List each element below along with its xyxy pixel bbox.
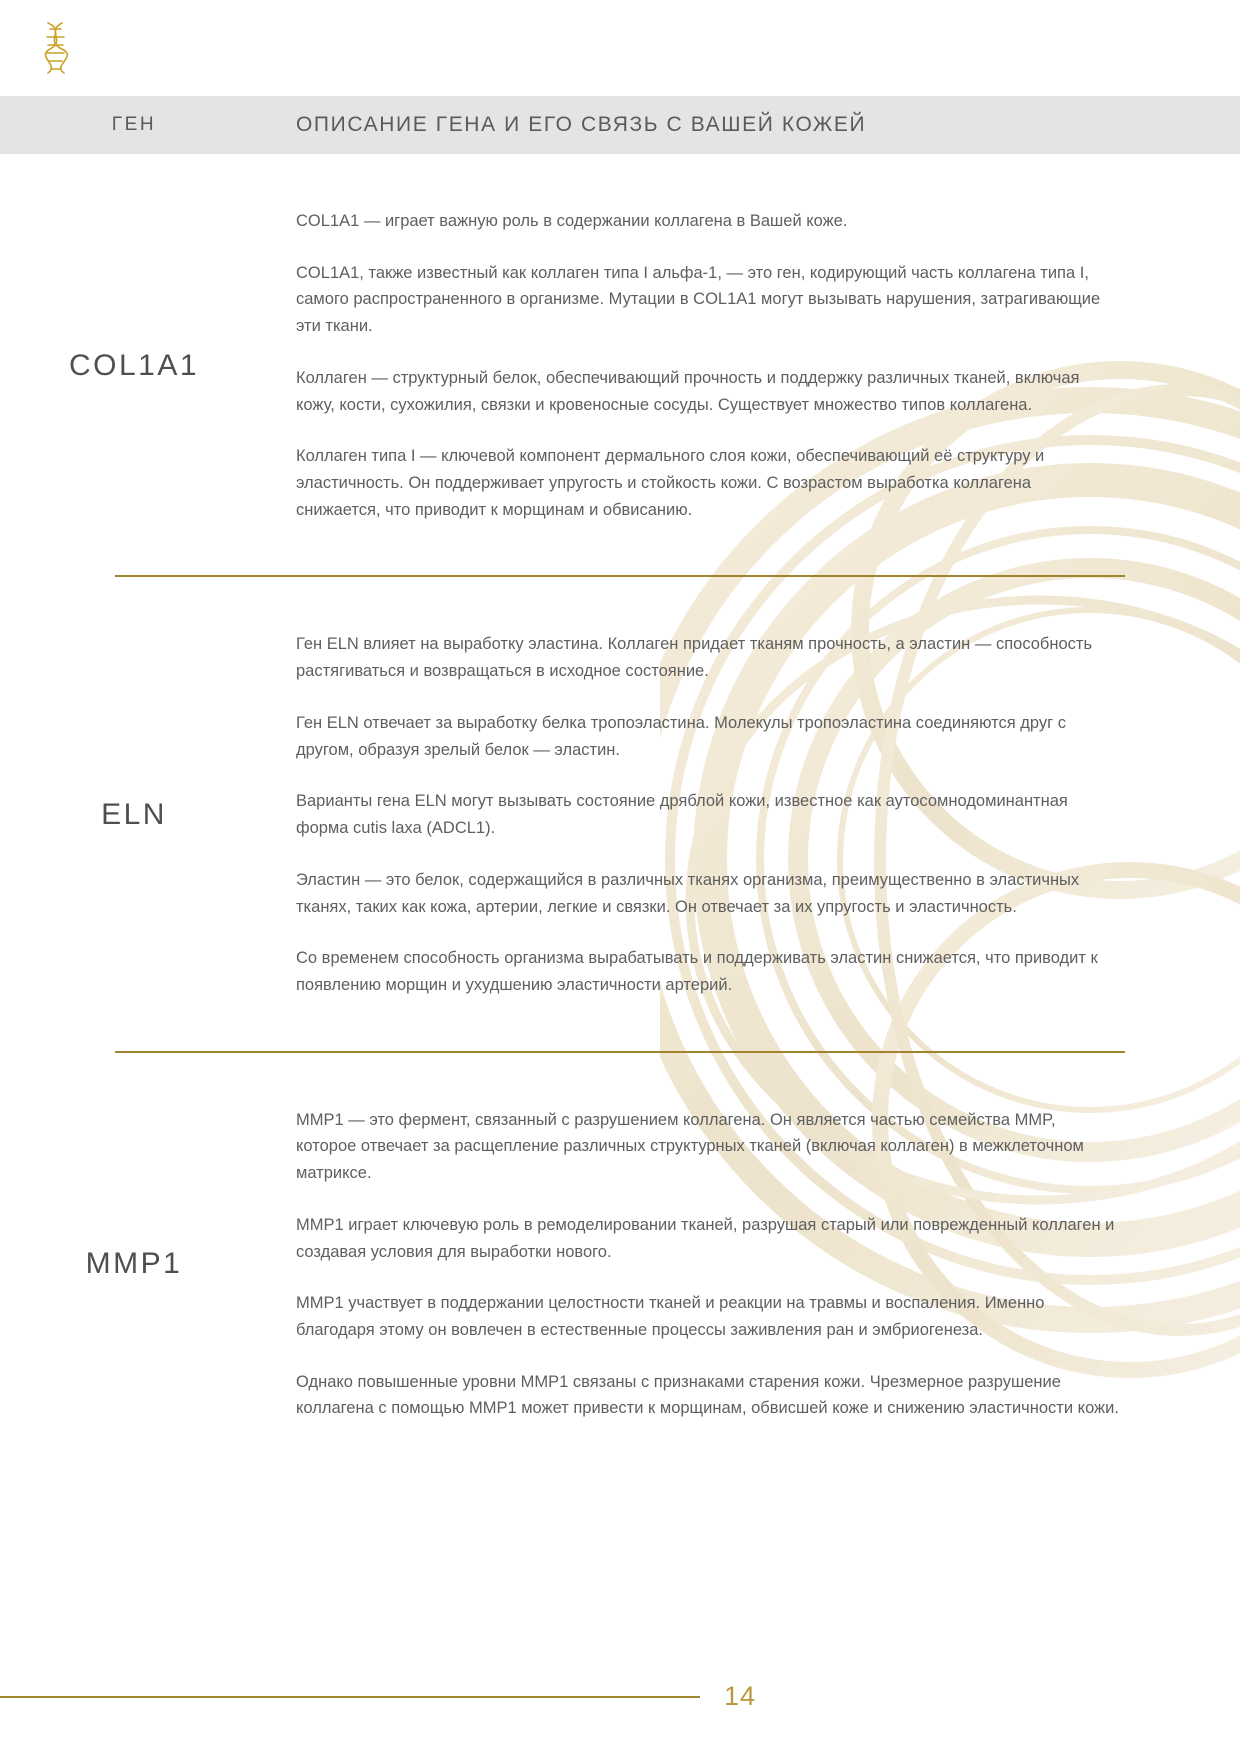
gene-paragraph: Коллаген — структурный белок, обеспечивающий прочность и поддержку различных тканей, включая кожу, кости, сухожилия, связки и кровеносные сосуды. Существует множество типов коллагена.	[296, 368, 1080, 414]
gene-paragraph: COL1A1, также известный как коллаген типа I альфа-1, — это ген, кодирующий часть коллагена типа I, самого распространенного в организме. Мутации в COL1A1 могут вызывать нарушения, затрагивающие эти ткани.	[296, 263, 1101, 336]
dna-helix-logo-icon	[34, 19, 78, 77]
gene-paragraph: Коллаген типа I — ключевой компонент дермального слоя кожи, обеспечивающий её структуру и эластичность. Он поддерживает упругость и стойкость кожи. С возрастом выработка коллагена снижается, что приводит к морщинам и обвисанию.	[296, 447, 1045, 519]
gene-paragraph: COL1A1 — играет важную роль в содержании коллагена в Вашей коже.	[296, 212, 848, 230]
footer-rule	[0, 1696, 700, 1698]
gene-paragraph: Ген ELN влияет на выработку эластина. Коллаген придает тканям прочность, а эластин — способность растягиваться и возвращаться в исходное состояние.	[296, 635, 1093, 681]
page-footer	[0, 1681, 1240, 1712]
gene-paragraph: Однако повышенные уровни MMP1 связаны с признаками старения кожи. Чрезмерное разрушение коллагена с помощью MMP1 может привести к морщинам, обвисшей коже и снижению эластичности кожи.	[296, 1372, 1119, 1418]
gene-description	[268, 208, 1240, 523]
column-header-gene: ГЕН	[111, 114, 157, 135]
gene-description	[268, 1107, 1240, 1422]
gene-paragraph: Ген ELN отвечает за выработку белка тропоэластина. Молекулы тропоэластина соединяются друг с другом, образуя зрелый белок — эластин.	[296, 713, 1066, 759]
gene-name: COL1A1	[68, 348, 200, 382]
gene-paragraph: Эластин — это белок, содержащийся в различных тканях организма, преимущественно в эластичных тканях, таких как кожа, артерии, легкие и связки. Он отвечает за их упругость и эластичность.	[296, 870, 1080, 916]
gene-paragraph: Со временем способность организма вырабатывать и поддерживать эластин снижается, что приводит к появлению морщин и ухудшению эластичности артерий.	[296, 949, 1098, 994]
gene-table-body	[0, 154, 1240, 1422]
table-header-band	[0, 96, 1240, 154]
gene-paragraph: MMP1 участвует в поддержании целостности тканей и реакции на травмы и воспаления. Именно благодаря этому он вовлечен в естественные процессы заживления ран и эмбриогенеза.	[296, 1294, 1045, 1339]
gene-paragraph: Варианты гена ELN могут вызывать состояние дряблой кожи, известное как аутосомнодоминантная форма cutis laxa (ADCL1).	[296, 792, 1068, 838]
gene-paragraph: MMP1 играет ключевую роль в ремоделировании тканей, разрушая старый или поврежденный коллаген и создавая условия для выработки нового.	[296, 1215, 1115, 1261]
gene-description	[268, 631, 1240, 998]
page-header	[0, 0, 1240, 96]
page-number: 14	[724, 1681, 757, 1711]
table-row	[0, 208, 1240, 523]
gene-paragraph: MMP1 — это фермент, связанный с разрушением коллагена. Он является частью семейства MMP, которое отвечает за расщепление различных структурных тканей (включая коллаген) в межклеточном матриксе.	[296, 1110, 1084, 1183]
column-header-description: ОПИСАНИЕ ГЕНА И ЕГО СВЯЗЬ С ВАШЕЙ КОЖЕЙ	[296, 113, 867, 136]
table-row	[0, 631, 1240, 998]
table-row	[0, 1107, 1240, 1422]
gene-name: ELN	[101, 798, 167, 832]
gene-name: MMP1	[85, 1247, 183, 1281]
